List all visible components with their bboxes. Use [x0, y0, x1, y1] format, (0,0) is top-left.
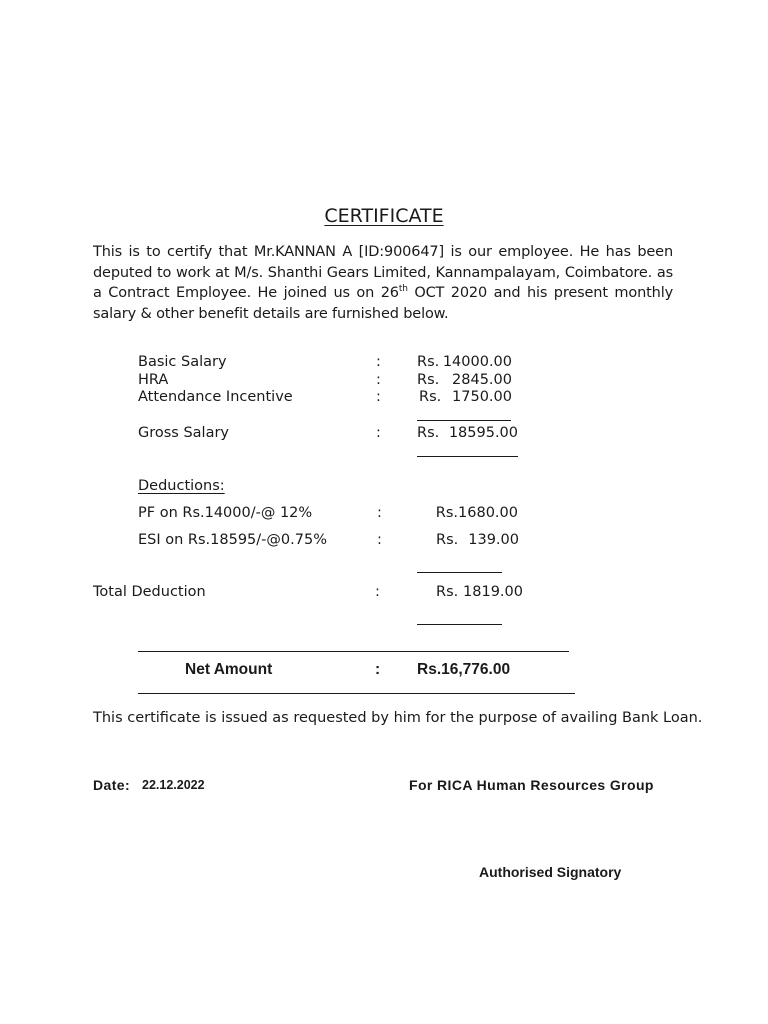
net-amount-bottom-rule — [138, 693, 575, 694]
earning-label: HRA — [138, 372, 169, 388]
date-value: 22.12.2022 — [142, 778, 205, 792]
gross-rule — [417, 456, 518, 457]
gross-salary-colon: : — [376, 425, 381, 441]
deduction-amount: Rs.1680.00 — [435, 505, 518, 521]
issuing-organization: For RICA Human Resources Group — [409, 777, 654, 793]
net-amount-value: Rs.16,776.00 — [417, 661, 511, 678]
total-deduction-colon: : — [375, 584, 380, 600]
intro-paragraph — [93, 242, 673, 324]
total-deduction-label: Total Deduction — [93, 584, 206, 600]
gross-salary-currency: Rs. — [417, 425, 440, 441]
gross-salary-label: Gross Salary — [138, 425, 230, 441]
subtotal-rule — [417, 420, 511, 421]
certificate-title: CERTIFICATE — [324, 205, 444, 227]
net-amount-colon: : — [375, 661, 381, 678]
earning-colon: : — [376, 372, 381, 388]
authorised-signatory: Authorised Signatory — [479, 864, 622, 880]
earning-amount: 14000.00 — [442, 354, 512, 370]
total-deduction-amount: 1819.00 — [463, 584, 523, 600]
deduction-amount: 139.00 — [468, 532, 519, 548]
deduction-label: ESI on Rs.18595/-@0.75% — [138, 532, 327, 548]
intro-text-start: This is to certify that Mr.KANNAN A [ID:900647] is our employee. He has been deputed to work at M/s. Shanthi Gears Limited, Kannampalayam, Coimbatore. as a Contract Employee. He joined us on 26 — [93, 244, 673, 301]
gross-salary-amount: 18595.00 — [448, 425, 518, 441]
net-amount-top-rule — [138, 651, 569, 652]
earning-amount: 1750.00 — [452, 389, 512, 405]
closing-statement: This certificate is issued as requested by him for the purpose of availing Bank Loan. — [93, 710, 703, 726]
earning-amount: 2845.00 — [452, 372, 512, 388]
earning-label: Basic Salary — [138, 354, 227, 370]
earning-currency: Rs. — [419, 389, 442, 405]
earning-colon: : — [376, 354, 381, 370]
intro-text-end: OCT 2020 and his present monthly salary & other benefit details are furnished below. — [93, 285, 674, 322]
earning-label: Attendance Incentive — [138, 389, 293, 405]
total-deduction-currency: Rs. — [436, 584, 459, 600]
earning-colon: : — [376, 389, 381, 405]
earning-currency: Rs. — [417, 354, 440, 370]
net-amount-label: Net Amount — [185, 661, 273, 678]
deduction-colon: : — [377, 532, 382, 548]
total-deduction-rule — [417, 624, 502, 625]
deduction-label: PF on Rs.14000/-@ 12% — [138, 505, 313, 521]
intro-date-suffix: th — [398, 284, 408, 294]
earning-currency: Rs. — [417, 372, 440, 388]
deductions-rule — [417, 572, 502, 573]
deduction-colon: : — [377, 505, 382, 521]
deductions-heading: Deductions: — [138, 478, 225, 494]
date-label: Date: — [93, 777, 131, 793]
deduction-currency: Rs. — [436, 532, 459, 548]
